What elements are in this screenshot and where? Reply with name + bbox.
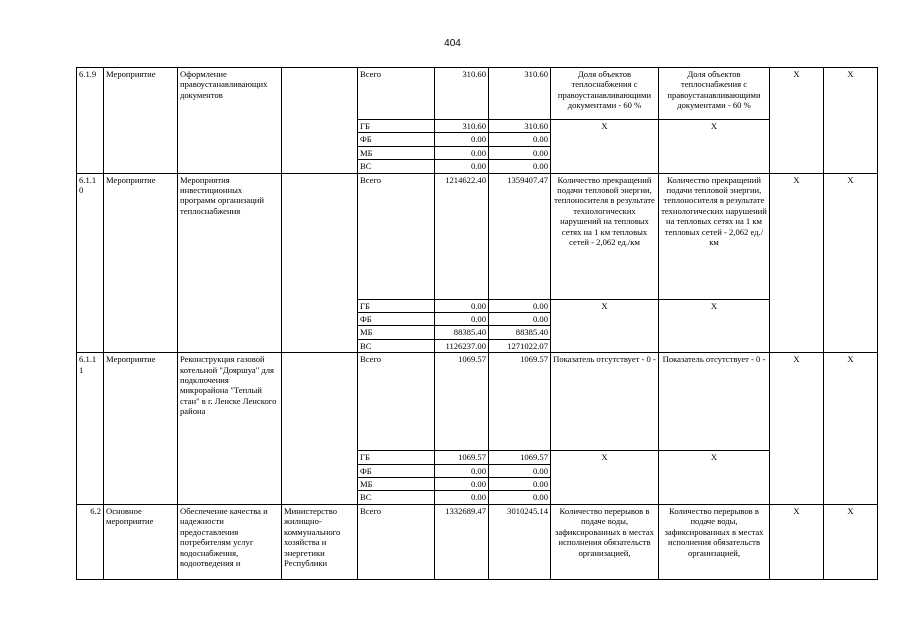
- row-type: Мероприятие: [104, 173, 178, 353]
- funding-value-b: 0.00: [489, 464, 551, 477]
- source-label: Всего: [358, 504, 435, 579]
- funding-value-b: 0.00: [489, 478, 551, 491]
- funding-value-a: 1069.57: [435, 451, 489, 464]
- funding-value-a: 0.00: [435, 464, 489, 477]
- funding-value-b: 1271022.07: [489, 339, 551, 352]
- row-name: Реконструкция газовой котельной "Дояршуа" для подключения микрорайона "Теплый стан" в г. Ленске Ленского района: [178, 353, 282, 505]
- page-number: 404: [444, 38, 461, 49]
- funding-value-a: 1126237.00: [435, 339, 489, 352]
- table-row: [77, 353, 878, 451]
- x-marker-2: X: [824, 173, 878, 353]
- funding-value-a: 0.00: [435, 133, 489, 146]
- funding-source-label: ВС: [358, 491, 435, 504]
- subrow-indicator-1: X: [551, 120, 659, 174]
- funding-value-b: 310.60: [489, 120, 551, 133]
- row-name: Мероприятия инвестиционных программ организаций теплоснабжения: [178, 173, 282, 353]
- row-code: 6.2: [77, 504, 104, 579]
- funding-source-label: ФБ: [358, 133, 435, 146]
- row-code: 6.1.1 1: [77, 353, 104, 505]
- indicator-2: Количество перерывов в подаче воды, зафиксированных в местах исполнения обязательств организацией,: [659, 504, 770, 579]
- indicator-1: Количество перерывов в подаче воды, зафиксированных в местах исполнения обязательств организацией,: [551, 504, 659, 579]
- funding-source-label: МБ: [358, 326, 435, 339]
- x-marker-2: X: [824, 353, 878, 505]
- funding-source-label: МБ: [358, 146, 435, 159]
- funding-value-b: 0.00: [489, 491, 551, 504]
- total-value-a: 1214622.40: [435, 173, 489, 299]
- funding-value-b: 0.00: [489, 299, 551, 312]
- row-executor: [282, 68, 358, 174]
- row-type: Мероприятие: [104, 353, 178, 505]
- indicator-1: Количество прекращений подачи тепловой энергии, теплоносителя в результате технологических нарушений на тепловых сетях на 1 км тепловых сетей - 2,062 ед./км: [551, 173, 659, 299]
- source-label: Всего: [358, 68, 435, 120]
- indicator-2: Количество прекращений подачи тепловой энергии, теплоносителя в результате технологических нарушений на тепловых сетях на 1 км тепловых сетей - 2,062 ед./км: [659, 173, 770, 299]
- funding-value-a: 0.00: [435, 478, 489, 491]
- indicator-2: Доля объектов теплоснабжения с правоустанавливающими документами - 60 %: [659, 68, 770, 120]
- funding-value-a: 88385.40: [435, 326, 489, 339]
- table-row: [77, 173, 878, 299]
- row-name: Оформление правоустанавливающих документов: [178, 68, 282, 174]
- source-label: Всего: [358, 173, 435, 299]
- row-type: Мероприятие: [104, 68, 178, 174]
- total-value-b: 1069.57: [489, 353, 551, 451]
- program-table: [76, 67, 878, 580]
- x-marker-1: X: [770, 504, 824, 579]
- subrow-indicator-2: X: [659, 299, 770, 353]
- funding-source-label: ВС: [358, 339, 435, 352]
- funding-value-b: 1069.57: [489, 451, 551, 464]
- indicator-1: Доля объектов теплоснабжения с правоустанавливающими документами - 60 %: [551, 68, 659, 120]
- table-row: [77, 504, 878, 579]
- total-value-b: 1359407.47: [489, 173, 551, 299]
- page-bottom-margin: [0, 610, 905, 640]
- funding-value-a: 0.00: [435, 299, 489, 312]
- row-code: 6.1.9: [77, 68, 104, 174]
- funding-value-b: 0.00: [489, 133, 551, 146]
- funding-source-label: МБ: [358, 478, 435, 491]
- total-value-a: 1069.57: [435, 353, 489, 451]
- table-body: [77, 68, 878, 580]
- subrow-indicator-2: X: [659, 451, 770, 505]
- x-marker-1: X: [770, 353, 824, 505]
- x-marker-2: X: [824, 504, 878, 579]
- funding-source-label: ГБ: [358, 451, 435, 464]
- x-marker-2: X: [824, 68, 878, 174]
- funding-source-label: ФБ: [358, 313, 435, 326]
- funding-value-b: 0.00: [489, 160, 551, 173]
- funding-value-b: 0.00: [489, 146, 551, 159]
- funding-source-label: ГБ: [358, 299, 435, 312]
- funding-value-b: 88385.40: [489, 326, 551, 339]
- x-marker-1: X: [770, 173, 824, 353]
- source-label: Всего: [358, 353, 435, 451]
- table-row: [77, 68, 878, 120]
- total-value-b: 310.60: [489, 68, 551, 120]
- row-type: Основное мероприятие: [104, 504, 178, 579]
- row-name: Обеспечение качества и надежности предоставления потребителям услуг водоснабжения, водоотведения и: [178, 504, 282, 579]
- funding-value-a: 0.00: [435, 160, 489, 173]
- total-value-b: 3010245.14: [489, 504, 551, 579]
- funding-value-a: 310.60: [435, 120, 489, 133]
- funding-value-b: 0.00: [489, 313, 551, 326]
- funding-source-label: ГБ: [358, 120, 435, 133]
- indicator-2: Показатель отсутствует - 0 -: [659, 353, 770, 451]
- row-executor: [282, 353, 358, 505]
- indicator-1: Показатель отсутствует - 0 -: [551, 353, 659, 451]
- funding-value-a: 0.00: [435, 491, 489, 504]
- subrow-indicator-2: X: [659, 120, 770, 174]
- row-executor: [282, 173, 358, 353]
- total-value-a: 310.60: [435, 68, 489, 120]
- funding-value-a: 0.00: [435, 146, 489, 159]
- subrow-indicator-1: X: [551, 299, 659, 353]
- row-code: 6.1.1 0: [77, 173, 104, 353]
- funding-source-label: ФБ: [358, 464, 435, 477]
- row-executor: Министерство жилищно-коммунального хозяйства и энергетики Республики: [282, 504, 358, 579]
- x-marker-1: X: [770, 68, 824, 174]
- subrow-indicator-1: X: [551, 451, 659, 505]
- funding-source-label: ВС: [358, 160, 435, 173]
- total-value-a: 1332689.47: [435, 504, 489, 579]
- funding-value-a: 0.00: [435, 313, 489, 326]
